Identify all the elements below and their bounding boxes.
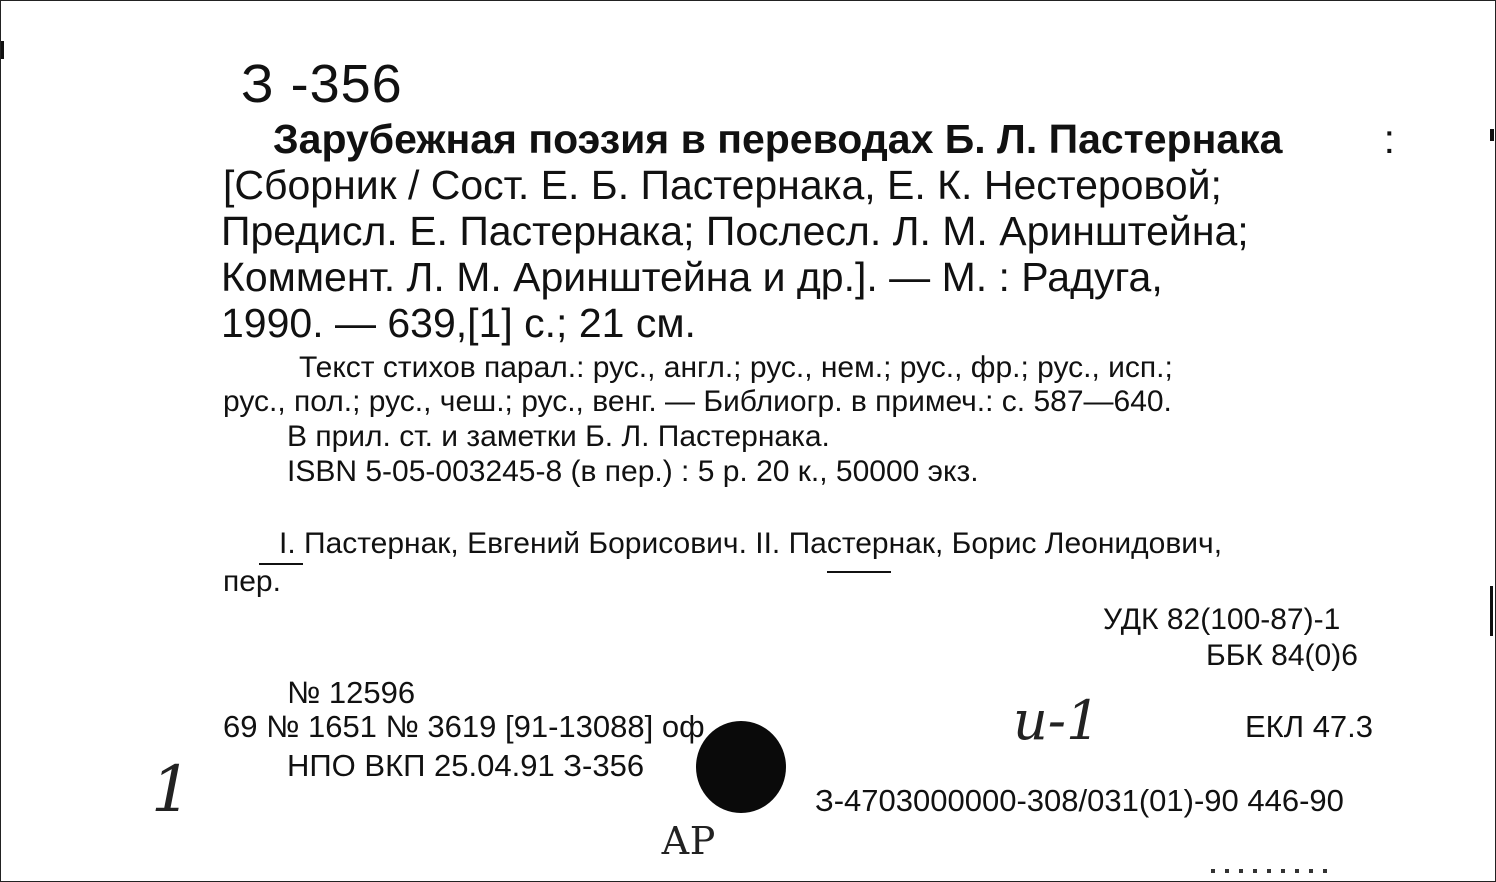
handwritten-mid-mark: и-1 xyxy=(1013,689,1101,752)
right-edge-mark-2 xyxy=(1490,586,1493,636)
call-number: З -356 xyxy=(241,54,403,114)
classification-code: З-4703000000-308/031(01)-90 446-90 xyxy=(815,783,1344,818)
left-edge-mark xyxy=(1,41,4,59)
title-line-4: 1990. — 639,[1] с.; 21 см. xyxy=(221,300,696,346)
bottom-dots xyxy=(1211,869,1331,873)
udk-code: УДК 82(100-87)-1 xyxy=(1103,603,1341,636)
handwritten-left-mark: 1 xyxy=(151,753,192,827)
note-line-1: рус., пол.; рус., чеш.; рус., венг. — Библиогр. в примеч.: с. 587—640. xyxy=(223,385,1172,418)
order-number: № 12596 xyxy=(287,675,416,710)
note-line-2: В прил. ст. и заметки Б. Л. Пастернака. xyxy=(287,420,830,453)
title-line-3: Коммент. Л. М. Аринштейна и др.]. — М. : Радуга, xyxy=(221,254,1163,300)
underline-mark-right xyxy=(827,571,891,573)
print-line: 69 № 1651 № 3619 [91-13088] оф xyxy=(223,709,705,744)
tracing-line-1: пер. xyxy=(223,565,281,598)
punch-hole xyxy=(696,721,786,813)
handwritten-bottom-mark: АР xyxy=(661,819,716,863)
underline-mark-left xyxy=(259,563,303,565)
bbk-code: ББК 84(0)6 xyxy=(1206,639,1358,672)
ekl-code: ЕКЛ 47.3 xyxy=(1245,709,1374,744)
tracing-line-0: I. Пастернак, Евгений Борисович. II. Пастернак, Борис Леонидович, xyxy=(279,527,1223,560)
note-line-0: Текст стихов парал.: рус., англ.; рус., нем.; рус., фр.; рус., исп.; xyxy=(299,351,1173,384)
npo-line: НПО ВКП 25.04.91 З-356 xyxy=(287,748,645,783)
note-line-3: ISBN 5-05-003245-8 (в пер.) : 5 р. 20 к., 50000 экз. xyxy=(287,455,979,488)
right-edge-mark xyxy=(1490,129,1494,141)
title-colon: : xyxy=(1383,116,1395,162)
title-line-2: Предисл. Е. Пастернака; Послесл. Л. М. Аринштейна; xyxy=(221,208,1249,254)
title-line-1: [Сборник / Сост. Е. Б. Пастернака, Е. К. Нестеровой; xyxy=(223,162,1222,208)
title-line-0 xyxy=(273,116,1395,162)
book-title: Зарубежная поэзия в переводах Б. Л. Пастернака xyxy=(273,116,1283,162)
